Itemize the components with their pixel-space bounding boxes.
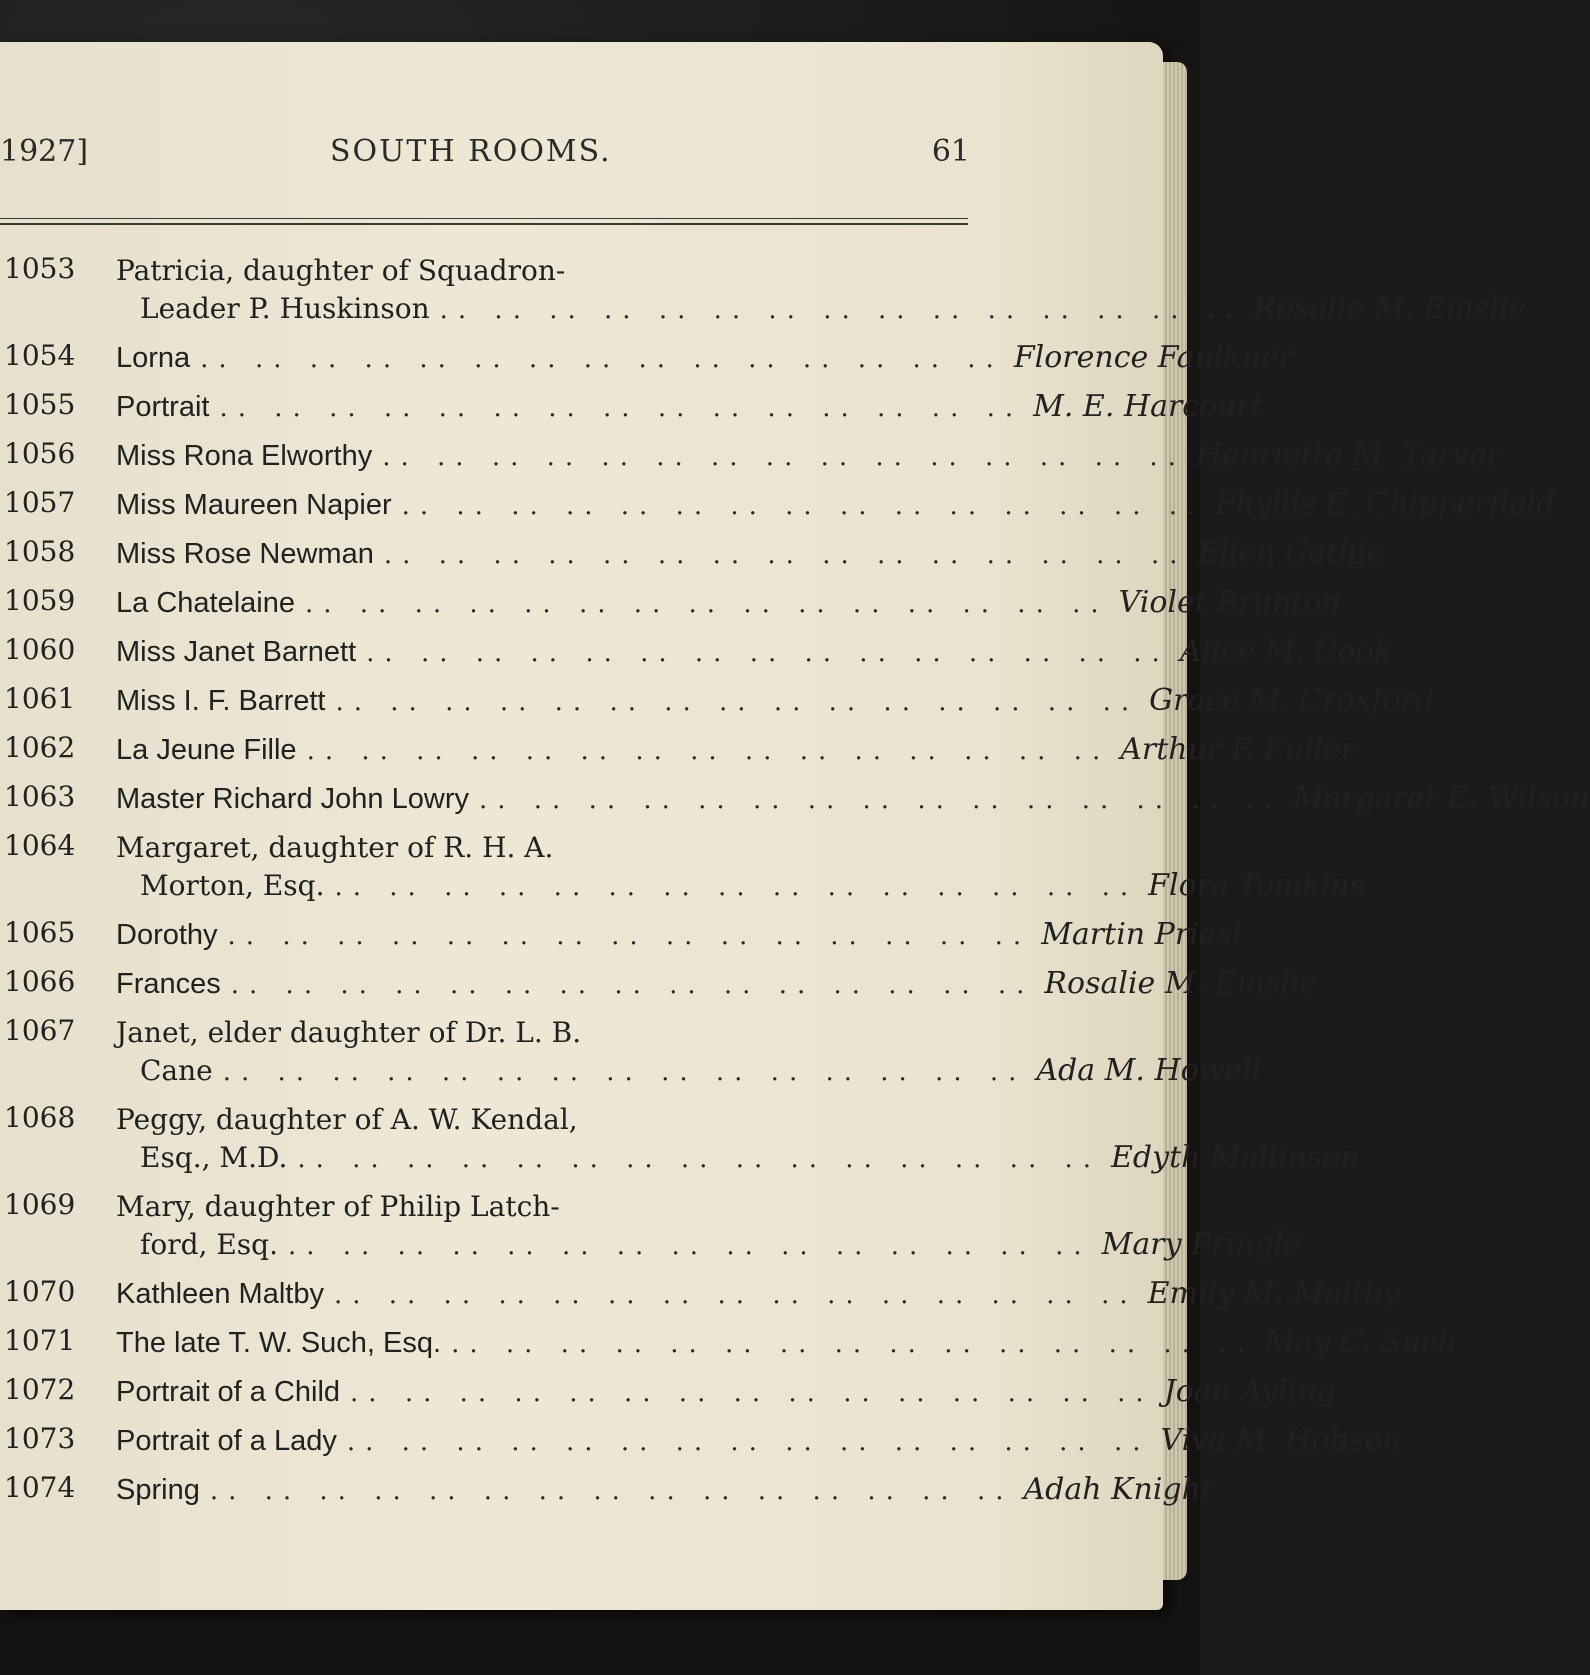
entry-number: 1065 [4,916,76,949]
entry-title: Miss Rose Newman [116,538,374,570]
catalogue-entry [0,535,1385,573]
leader-dots: .. .. .. .. .. .. .. .. .. .. .. .. .. .. .. [451,1329,1255,1359]
entry-artist: Henrietta M. Tarver [1195,438,1502,473]
entry-number: 1072 [4,1373,76,1406]
catalogue-entry [0,486,1556,524]
book-page [0,42,1590,1610]
page-header [0,134,980,184]
catalogue-entry [0,1471,1214,1509]
entry-number: 1060 [4,633,76,666]
leader-dots: .. .. .. .. .. .. .. .. .. .. .. .. .. .. .. [219,393,1024,423]
entry-artist: Margaret E. Wilson [1292,781,1590,816]
entry-title: La Chatelaine [116,587,295,619]
entry-artist: Alice M. Cook [1179,634,1392,669]
entry-artist: Adah Knight [1023,1472,1214,1507]
entry-title: Miss Maureen Napier [116,489,392,521]
catalogue-entry [0,388,1263,426]
entry-title: Miss Rona Elworthy [116,440,373,472]
entry-artist: Violet Brunton [1118,585,1341,620]
leader-dots: .. .. .. .. .. .. .. .. .. .. .. .. .. .. .. [306,736,1111,766]
entry-number: 1062 [4,731,76,764]
entry-artist: Flora Tomkins [1148,868,1366,903]
entry-artist: Rosalie M. Emslie [1044,966,1318,1001]
entry-title: Portrait [116,391,210,423]
leader-dots: .. .. .. .. .. .. .. .. .. .. .. .. .. .. .. [439,295,1244,325]
entry-number: 1067 [4,1014,76,1047]
entry-number: 1053 [4,252,76,285]
entry-artist: Grace M. Croxford [1149,683,1435,718]
catalogue-entry [0,252,1527,328]
entry-title: Master Richard John Lowry [116,783,469,815]
leader-dots: .. .. .. .. .. .. .. .. .. .. .. .. .. .. .. [346,1427,1151,1457]
entry-title: Mary, daughter of Philip Latch- [116,1190,560,1223]
entry-number: 1068 [4,1101,76,1134]
entry-number: 1069 [4,1188,76,1221]
catalogue-entry [0,965,1318,1003]
catalogue-entry [0,780,1590,818]
entry-title: Spring [116,1474,200,1506]
leader-dots: .. .. .. .. .. .. .. .. .. .. .. .. .. .. .. [382,442,1186,472]
entry-artist: Joan Ayling [1163,1374,1336,1409]
catalogue-entry [0,339,1293,377]
header-rule-double [0,223,968,225]
leader-dots: .. .. .. .. .. .. .. .. .. .. .. .. .. .. .. [383,540,1188,570]
entry-title: Margaret, daughter of R. H. A. [116,831,554,864]
entry-number: 1058 [4,535,76,568]
catalogue-entry [0,437,1502,475]
catalogue-entry [0,1373,1336,1411]
leader-dots: .. .. .. .. .. .. .. .. .. .. .. .. .. .. .. [287,1231,1092,1261]
entry-number: 1074 [4,1471,76,1504]
leader-dots: .. .. .. .. .. .. .. .. .. .. .. .. .. .. .. [222,1057,1027,1087]
entry-number: 1054 [4,339,76,372]
entry-title: Miss I. F. Barrett [116,685,326,717]
leader-dots: .. .. .. .. .. .. .. .. .. .. .. .. .. .. .. [304,589,1109,619]
catalogue-entry [0,1422,1402,1460]
catalogue-entry [0,1324,1457,1362]
entry-artist: Mary Pringle [1101,1227,1302,1262]
section-title: SOUTH ROOMS. [330,134,612,169]
page-number: 61 [931,134,970,169]
catalogue-entries [0,252,1590,1520]
leader-dots: .. .. .. .. .. .. .. .. .. .. .. .. .. .. .. [333,1280,1138,1310]
entry-artist: Arthur P. Fuller [1120,732,1356,767]
leader-dots: .. .. .. .. .. .. .. .. .. .. .. .. .. .. .. [209,1476,1014,1506]
entry-number: 1056 [4,437,76,470]
entry-artist: Ellen Cathie [1197,536,1385,571]
leader-dots: .. .. .. .. .. .. .. .. .. .. .. .. .. .. .. [334,872,1139,902]
entry-title: Dorothy [116,919,218,951]
entry-title: The late T. W. Such, Esq. [116,1327,442,1359]
entry-artist: Viva M. Hobson [1160,1423,1402,1458]
entry-title: Frances [116,968,221,1000]
header-rule [0,218,968,219]
entry-title: La Jeune Fille [116,734,297,766]
catalogue-entry [0,682,1435,720]
entry-number: 1070 [4,1275,76,1308]
catalogue-entry [0,633,1392,671]
leader-dots: .. .. .. .. .. .. .. .. .. .. .. .. .. .. .. [401,491,1206,521]
entry-number: 1064 [4,829,76,862]
entry-number: 1057 [4,486,76,519]
leader-dots: .. .. .. .. .. .. .. .. .. .. .. .. .. .. .. [350,1378,1154,1408]
entry-title: Miss Janet Barnett [116,636,357,668]
entry-artist: Emily M. Maltby [1147,1276,1400,1311]
entry-title: Patricia, daughter of Squadron- [116,254,566,287]
catalogue-entry [0,584,1341,622]
entry-number: 1071 [4,1324,76,1357]
entry-title: Janet, elder daughter of Dr. L. B. [116,1016,582,1049]
catalogue-entry [0,1101,1360,1177]
entry-number: 1073 [4,1422,76,1455]
entry-title-continuation: Morton, Esq. [140,869,325,902]
leader-dots: .. .. .. .. .. .. .. .. .. .. .. .. .. .. .. [200,344,1004,374]
entry-number: 1066 [4,965,76,998]
catalogue-entry [0,731,1356,769]
leader-dots: .. .. .. .. .. .. .. .. .. .. .. .. .. .. .. [335,687,1140,717]
entry-number: 1059 [4,584,76,617]
entry-artist: Edyth Mallinson [1111,1140,1360,1175]
leader-dots: .. .. .. .. .. .. .. .. .. .. .. .. .. .. .. [230,970,1035,1000]
catalogue-entry [0,1188,1302,1264]
header-year: 1927] [0,134,89,169]
leader-dots: .. .. .. .. .. .. .. .. .. .. .. .. .. .. .. [478,785,1283,815]
entry-artist: Rosalie M. Emslie [1253,291,1527,326]
entry-title: Kathleen Maltby [116,1278,324,1310]
entry-title: Portrait of a Lady [116,1425,337,1457]
leader-dots: .. .. .. .. .. .. .. .. .. .. .. .. .. .. .. [366,638,1170,668]
catalogue-entry [0,1275,1400,1313]
leader-dots: .. .. .. .. .. .. .. .. .. .. .. .. .. .. .. [227,921,1032,951]
entry-title: Lorna [116,342,191,374]
entry-number: 1061 [4,682,76,715]
entry-artist: May C. Such [1264,1325,1457,1360]
entry-title-continuation: Cane [140,1054,213,1087]
entry-artist: Ada M. Howell [1036,1053,1262,1088]
entry-title-continuation: Esq., M.D. [140,1141,288,1174]
entry-title-continuation: ford, Esq. [140,1228,278,1261]
entry-artist: Phyllis E. Chipperfield [1215,487,1556,522]
catalogue-entry [0,916,1244,954]
catalogue-entry [0,1014,1262,1090]
catalogue-entry [0,829,1366,905]
leader-dots: .. .. .. .. .. .. .. .. .. .. .. .. .. .. .. [297,1144,1102,1174]
entry-artist: Florence Faulkner [1013,340,1293,375]
entry-artist: M. E. Harcourt [1033,389,1263,424]
entry-title-continuation: Leader P. Huskinson [140,292,430,325]
entry-title: Portrait of a Child [116,1376,341,1408]
entry-number: 1055 [4,388,76,421]
entry-artist: Martin Priest [1041,917,1244,952]
entry-title: Peggy, daughter of A. W. Kendal, [116,1103,578,1136]
entry-number: 1063 [4,780,76,813]
